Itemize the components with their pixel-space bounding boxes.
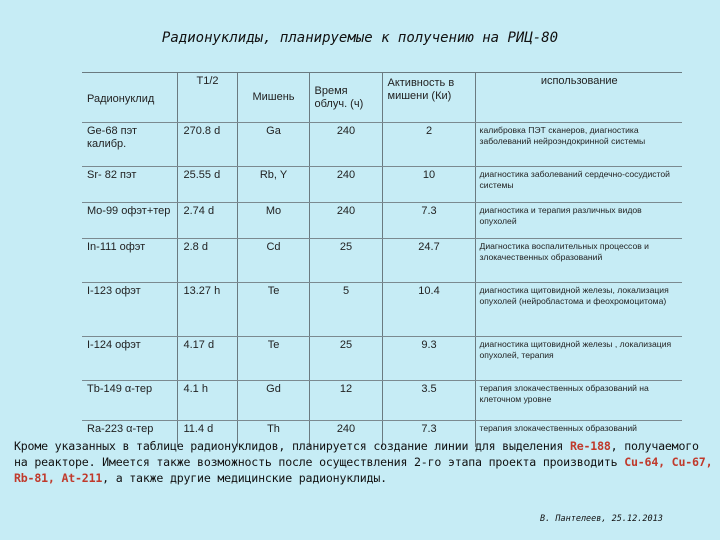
footer-note: [14, 438, 714, 486]
header-usage: использование: [475, 73, 682, 123]
table-row: [82, 381, 682, 421]
cell-nuclide: Ra-223 α-тер: [82, 421, 177, 447]
cell-irradiation-time: 25: [309, 337, 382, 381]
cell-activity: 10.4: [382, 283, 475, 337]
cell-nuclide: I-123 офэт: [82, 283, 177, 337]
header-half-life: T1/2: [177, 73, 237, 123]
cell-half-life: 4.1 h: [177, 381, 237, 421]
cell-activity: 2: [382, 123, 475, 167]
table-header-row: [82, 73, 682, 123]
signature: В. Пантелеев, 25.12.2013: [540, 514, 663, 524]
cell-target: Th: [237, 421, 309, 447]
cell-irradiation-time: 240: [309, 203, 382, 239]
cell-nuclide: Tb-149 α-тер: [82, 381, 177, 421]
footer-nuclide-list: Cu-64, Cu-67, Rb-81, At-211: [14, 455, 713, 485]
cell-nuclide: Ge-68 пэт калибр.: [82, 123, 177, 167]
header-activity: Активность в мишени (Ки): [382, 73, 475, 123]
cell-half-life: 25.55 d: [177, 167, 237, 203]
cell-target: Mo: [237, 203, 309, 239]
cell-half-life: 13.27 h: [177, 283, 237, 337]
cell-half-life: 4.17 d: [177, 337, 237, 381]
cell-target: Te: [237, 283, 309, 337]
cell-target: Rb, Y: [237, 167, 309, 203]
cell-activity: 10: [382, 167, 475, 203]
cell-usage: диагностика щитовидной железы , локализация опухолей, терапия: [475, 337, 682, 381]
cell-activity: 7.3: [382, 203, 475, 239]
cell-half-life: 2.8 d: [177, 239, 237, 283]
cell-usage: диагностика заболеваний сердечно-сосудистой системы: [475, 167, 682, 203]
cell-nuclide: I-124 офэт: [82, 337, 177, 381]
table-row: [82, 167, 682, 203]
table-row: [82, 123, 682, 167]
header-irradiation: Время облуч. (ч): [309, 73, 382, 123]
cell-irradiation-time: 240: [309, 167, 382, 203]
cell-usage: диагностика щитовидной железы, локализация опухолей (нейробластома и феохромоцитома): [475, 283, 682, 337]
footer-text-3: , а также другие медицинские радионуклиды.: [102, 471, 387, 485]
cell-nuclide: Sr- 82 пэт: [82, 167, 177, 203]
cell-half-life: 270.8 d: [177, 123, 237, 167]
cell-irradiation-time: 240: [309, 123, 382, 167]
cell-usage: диагностика и терапия различных видов опухолей: [475, 203, 682, 239]
cell-target: Gd: [237, 381, 309, 421]
cell-irradiation-time: 25: [309, 239, 382, 283]
footer-text-1: Кроме указанных в таблице радионуклидов, планируется создание линии для выделения: [14, 439, 570, 453]
cell-target: Te: [237, 337, 309, 381]
radionuclide-table: [82, 72, 682, 447]
cell-half-life: 2.74 d: [177, 203, 237, 239]
cell-usage: терапия злокачественных образований на клеточном уровне: [475, 381, 682, 421]
cell-activity: 7.3: [382, 421, 475, 447]
cell-target: Cd: [237, 239, 309, 283]
cell-nuclide: Mo-99 офэт+тер: [82, 203, 177, 239]
table-row: [82, 203, 682, 239]
cell-nuclide: In-111 офэт: [82, 239, 177, 283]
cell-usage: Диагностика воспалительных процессов и злокачественных образований: [475, 239, 682, 283]
cell-irradiation-time: 240: [309, 421, 382, 447]
table-row: [82, 283, 682, 337]
table-row: [82, 337, 682, 381]
cell-target: Ga: [237, 123, 309, 167]
footer-text-2: , получаемого на реакторе. Имеется также возможность после осуществления 2-го этапа проекта производить: [14, 439, 699, 469]
header-target: Мишень: [237, 73, 309, 123]
cell-half-life: 11.4 d: [177, 421, 237, 447]
cell-irradiation-time: 5: [309, 283, 382, 337]
cell-usage: терапия злокачественных образований: [479, 423, 637, 433]
cell-usage: калибровка ПЭТ сканеров, диагностика заболеваний нейроэндокринной системы: [475, 123, 682, 167]
footer-re-188: Re-188: [569, 439, 611, 453]
cell-activity: 9.3: [382, 337, 475, 381]
cell-activity: 3.5: [382, 381, 475, 421]
cell-activity: 24.7: [382, 239, 475, 283]
table-row: [82, 239, 682, 283]
slide-title: Радионуклиды, планируемые к получению на РИЦ-80: [161, 30, 559, 46]
cell-irradiation-time: 12: [309, 381, 382, 421]
header-nuclide: Радионуклид: [82, 73, 177, 123]
